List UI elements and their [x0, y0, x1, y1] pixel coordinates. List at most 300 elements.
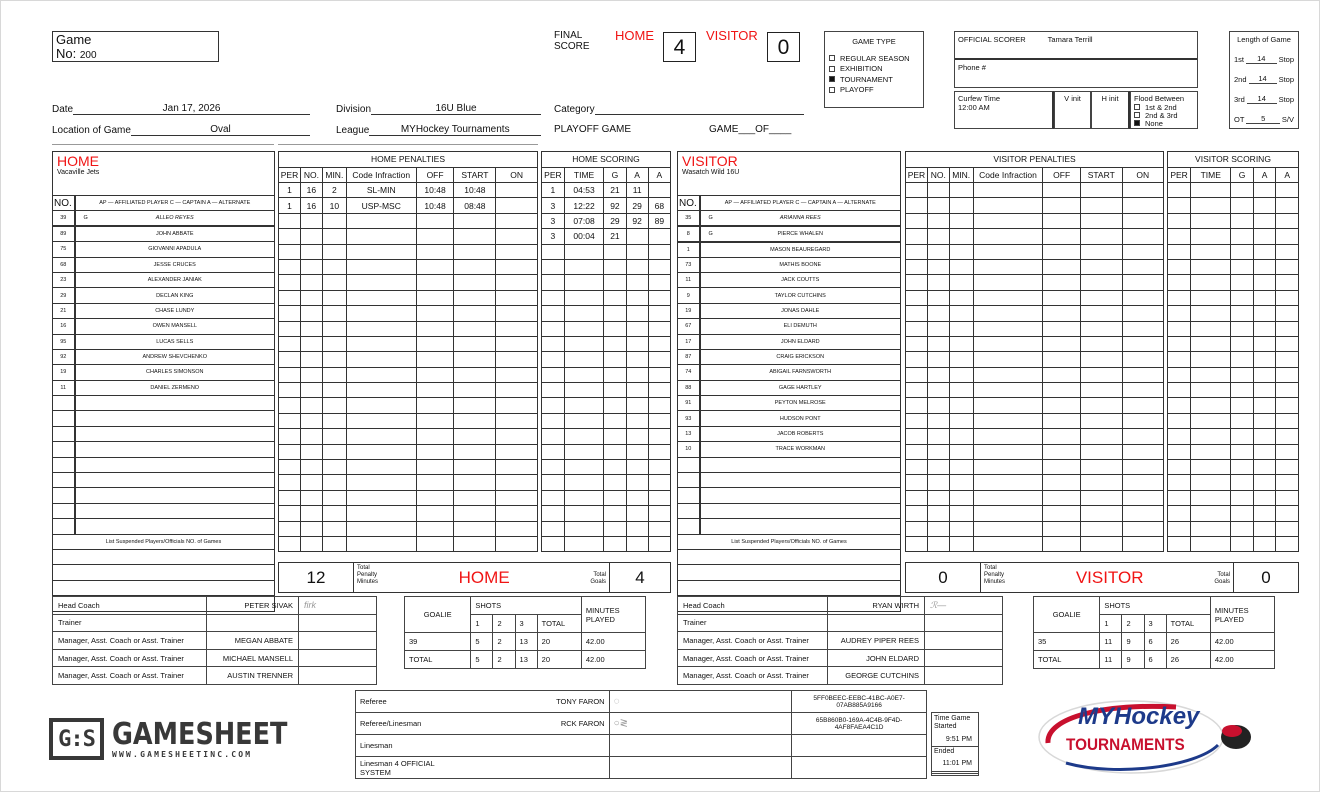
data-cell[interactable] [973, 521, 1043, 536]
data-cell[interactable] [322, 490, 346, 505]
data-cell[interactable] [1168, 336, 1191, 351]
data-cell[interactable] [564, 490, 604, 505]
data-cell[interactable] [1043, 213, 1081, 228]
signature-field[interactable]: ○≷ [609, 713, 792, 735]
data-cell[interactable] [973, 259, 1043, 274]
data-cell[interactable] [927, 321, 949, 336]
data-cell[interactable] [906, 444, 928, 459]
data-cell[interactable] [626, 521, 648, 536]
data-cell[interactable] [1168, 536, 1191, 551]
data-cell[interactable] [454, 275, 496, 290]
data-cell[interactable] [1276, 367, 1299, 382]
data-cell[interactable] [1231, 290, 1254, 305]
data-cell[interactable] [973, 290, 1043, 305]
data-cell[interactable] [1231, 352, 1254, 367]
data-cell[interactable] [1043, 244, 1081, 259]
data-cell[interactable] [973, 321, 1043, 336]
data-cell[interactable] [300, 475, 322, 490]
data-cell[interactable] [973, 336, 1043, 351]
data-cell[interactable] [1253, 229, 1276, 244]
data-cell[interactable] [906, 259, 928, 274]
data-cell[interactable] [1043, 198, 1081, 213]
data-cell[interactable] [626, 306, 648, 321]
data-cell[interactable] [1080, 352, 1122, 367]
data-cell[interactable] [1122, 506, 1163, 521]
data-cell[interactable] [322, 321, 346, 336]
data-cell[interactable] [927, 306, 949, 321]
data-cell[interactable] [1276, 352, 1299, 367]
data-cell[interactable] [604, 413, 626, 428]
data-cell[interactable] [542, 429, 565, 444]
signature-field[interactable] [925, 649, 1003, 667]
data-cell[interactable] [648, 536, 670, 551]
data-cell[interactable] [1122, 321, 1163, 336]
data-cell[interactable] [973, 244, 1043, 259]
data-cell[interactable]: 3 [542, 213, 565, 228]
data-cell[interactable] [1080, 398, 1122, 413]
data-cell[interactable] [648, 306, 670, 321]
data-cell[interactable] [1043, 444, 1081, 459]
data-cell[interactable]: 89 [648, 213, 670, 228]
data-cell[interactable] [1122, 367, 1163, 382]
data-cell[interactable] [1253, 213, 1276, 228]
data-cell[interactable] [1191, 213, 1231, 228]
data-cell[interactable] [564, 398, 604, 413]
signature-field[interactable] [299, 649, 377, 667]
data-cell[interactable] [1080, 259, 1122, 274]
data-cell[interactable] [322, 367, 346, 382]
data-cell[interactable] [416, 367, 454, 382]
data-cell[interactable] [300, 306, 322, 321]
data-cell[interactable] [564, 536, 604, 551]
data-cell[interactable] [604, 444, 626, 459]
data-cell[interactable] [1191, 521, 1231, 536]
data-cell[interactable] [927, 398, 949, 413]
data-cell[interactable] [416, 213, 454, 228]
data-cell[interactable] [1080, 244, 1122, 259]
game-type-option[interactable] [829, 64, 919, 75]
data-cell[interactable] [1253, 321, 1276, 336]
data-cell[interactable] [927, 352, 949, 367]
data-cell[interactable] [1080, 521, 1122, 536]
data-cell[interactable] [1122, 275, 1163, 290]
data-cell[interactable] [1043, 290, 1081, 305]
data-cell[interactable] [1276, 521, 1299, 536]
data-cell[interactable] [279, 475, 301, 490]
data-cell[interactable] [1276, 429, 1299, 444]
data-cell[interactable] [1276, 213, 1299, 228]
data-cell[interactable] [279, 336, 301, 351]
flood-option[interactable] [1134, 111, 1194, 119]
data-cell[interactable] [454, 506, 496, 521]
data-cell[interactable] [1253, 398, 1276, 413]
data-cell[interactable] [454, 413, 496, 428]
data-cell[interactable] [1276, 244, 1299, 259]
data-cell[interactable] [1276, 398, 1299, 413]
data-cell[interactable] [1276, 475, 1299, 490]
data-cell[interactable] [1253, 536, 1276, 551]
data-cell[interactable] [279, 506, 301, 521]
data-cell[interactable] [346, 444, 416, 459]
data-cell[interactable] [1080, 336, 1122, 351]
data-cell[interactable] [542, 352, 565, 367]
data-cell[interactable] [1253, 383, 1276, 398]
data-cell[interactable] [927, 290, 949, 305]
data-cell[interactable] [1043, 229, 1081, 244]
signature-field[interactable] [609, 757, 792, 779]
data-cell[interactable] [949, 198, 973, 213]
data-cell[interactable] [973, 198, 1043, 213]
data-cell[interactable] [1231, 321, 1254, 336]
data-cell[interactable] [604, 506, 626, 521]
data-cell[interactable] [322, 336, 346, 351]
data-cell[interactable] [626, 460, 648, 475]
data-cell[interactable] [542, 536, 565, 551]
data-cell[interactable] [416, 444, 454, 459]
data-cell[interactable] [1122, 352, 1163, 367]
data-cell[interactable] [949, 506, 973, 521]
data-cell[interactable] [1122, 336, 1163, 351]
data-cell[interactable] [626, 413, 648, 428]
data-cell[interactable] [300, 398, 322, 413]
data-cell[interactable] [927, 429, 949, 444]
data-cell[interactable] [322, 259, 346, 274]
data-cell[interactable] [648, 182, 670, 197]
data-cell[interactable] [279, 490, 301, 505]
data-cell[interactable] [648, 521, 670, 536]
signature-field[interactable]: ℛ— [925, 597, 1003, 615]
data-cell[interactable] [1080, 213, 1122, 228]
data-cell[interactable] [906, 290, 928, 305]
suspended-cell[interactable] [53, 580, 275, 595]
data-cell[interactable] [906, 383, 928, 398]
data-cell[interactable] [454, 521, 496, 536]
data-cell[interactable] [1122, 490, 1163, 505]
data-cell[interactable] [906, 306, 928, 321]
data-cell[interactable] [1080, 506, 1122, 521]
data-cell[interactable] [1080, 475, 1122, 490]
data-cell[interactable] [1276, 198, 1299, 213]
data-cell[interactable] [416, 521, 454, 536]
data-cell[interactable] [300, 367, 322, 382]
data-cell[interactable] [416, 490, 454, 505]
data-cell[interactable] [346, 413, 416, 428]
data-cell[interactable] [1253, 259, 1276, 274]
data-cell[interactable] [542, 306, 565, 321]
data-cell[interactable] [454, 290, 496, 305]
data-cell[interactable] [1043, 429, 1081, 444]
data-cell[interactable] [542, 444, 565, 459]
data-cell[interactable] [648, 290, 670, 305]
suspended-cell[interactable] [53, 565, 275, 580]
data-cell[interactable] [1043, 182, 1081, 197]
data-cell[interactable] [346, 321, 416, 336]
data-cell[interactable] [416, 290, 454, 305]
data-cell[interactable] [949, 444, 973, 459]
data-cell[interactable] [906, 229, 928, 244]
data-cell[interactable] [604, 398, 626, 413]
data-cell[interactable] [1276, 490, 1299, 505]
data-cell[interactable]: 92 [604, 198, 626, 213]
data-cell[interactable] [1043, 413, 1081, 428]
data-cell[interactable] [496, 506, 538, 521]
data-cell[interactable] [542, 321, 565, 336]
data-cell[interactable] [973, 444, 1043, 459]
signature-field[interactable] [299, 614, 377, 632]
data-cell[interactable] [604, 244, 626, 259]
data-cell[interactable]: 08:48 [454, 198, 496, 213]
data-cell[interactable] [416, 229, 454, 244]
data-cell[interactable] [300, 429, 322, 444]
data-cell[interactable] [1168, 352, 1191, 367]
data-cell[interactable] [1231, 367, 1254, 382]
data-cell[interactable] [949, 229, 973, 244]
data-cell[interactable] [454, 475, 496, 490]
data-cell[interactable] [949, 290, 973, 305]
data-cell[interactable] [626, 506, 648, 521]
data-cell[interactable] [906, 367, 928, 382]
data-cell[interactable] [1276, 290, 1299, 305]
data-cell[interactable] [906, 521, 928, 536]
data-cell[interactable] [1191, 506, 1231, 521]
data-cell[interactable] [322, 429, 346, 444]
data-cell[interactable] [949, 413, 973, 428]
data-cell[interactable] [454, 429, 496, 444]
data-cell[interactable] [927, 259, 949, 274]
data-cell[interactable] [322, 475, 346, 490]
data-cell[interactable] [300, 413, 322, 428]
data-cell[interactable] [322, 275, 346, 290]
data-cell[interactable] [648, 490, 670, 505]
data-cell[interactable] [1168, 398, 1191, 413]
data-cell[interactable] [949, 490, 973, 505]
data-cell[interactable] [604, 275, 626, 290]
data-cell[interactable] [626, 398, 648, 413]
data-cell[interactable] [496, 521, 538, 536]
data-cell[interactable] [496, 475, 538, 490]
data-cell[interactable] [496, 306, 538, 321]
data-cell[interactable] [322, 290, 346, 305]
data-cell[interactable] [648, 460, 670, 475]
data-cell[interactable] [416, 429, 454, 444]
data-cell[interactable] [1122, 429, 1163, 444]
data-cell[interactable] [1276, 229, 1299, 244]
data-cell[interactable] [454, 444, 496, 459]
data-cell[interactable] [1191, 460, 1231, 475]
data-cell[interactable] [973, 182, 1043, 197]
data-cell[interactable] [279, 398, 301, 413]
data-cell[interactable] [1276, 275, 1299, 290]
data-cell[interactable] [1253, 490, 1276, 505]
signature-field[interactable] [609, 735, 792, 757]
data-cell[interactable] [1231, 213, 1254, 228]
data-cell[interactable] [1253, 521, 1276, 536]
data-cell[interactable] [322, 306, 346, 321]
data-cell[interactable] [346, 244, 416, 259]
data-cell[interactable] [1168, 229, 1191, 244]
data-cell[interactable] [949, 306, 973, 321]
data-cell[interactable] [906, 413, 928, 428]
data-cell[interactable] [949, 460, 973, 475]
data-cell[interactable]: 04:53 [564, 182, 604, 197]
data-cell[interactable] [496, 413, 538, 428]
data-cell[interactable]: 1 [542, 182, 565, 197]
data-cell[interactable] [454, 367, 496, 382]
data-cell[interactable] [496, 321, 538, 336]
data-cell[interactable]: 10:48 [416, 182, 454, 197]
data-cell[interactable] [416, 321, 454, 336]
data-cell[interactable] [626, 229, 648, 244]
data-cell[interactable]: 29 [604, 213, 626, 228]
data-cell[interactable] [322, 413, 346, 428]
data-cell[interactable] [906, 336, 928, 351]
data-cell[interactable] [322, 352, 346, 367]
data-cell[interactable] [1191, 398, 1231, 413]
data-cell[interactable] [454, 229, 496, 244]
data-cell[interactable] [564, 506, 604, 521]
data-cell[interactable] [1231, 275, 1254, 290]
data-cell[interactable] [949, 182, 973, 197]
data-cell[interactable] [416, 306, 454, 321]
data-cell[interactable] [906, 182, 928, 197]
data-cell[interactable] [300, 259, 322, 274]
data-cell[interactable] [1080, 413, 1122, 428]
data-cell[interactable] [322, 536, 346, 551]
flood-option[interactable] [1134, 119, 1194, 127]
data-cell[interactable] [1168, 182, 1191, 197]
data-cell[interactable] [1231, 244, 1254, 259]
data-cell[interactable] [949, 521, 973, 536]
data-cell[interactable] [1043, 367, 1081, 382]
data-cell[interactable] [648, 336, 670, 351]
data-cell[interactable] [1253, 336, 1276, 351]
data-cell[interactable] [496, 367, 538, 382]
data-cell[interactable] [927, 244, 949, 259]
data-cell[interactable] [1080, 229, 1122, 244]
data-cell[interactable] [1191, 259, 1231, 274]
data-cell[interactable] [973, 352, 1043, 367]
data-cell[interactable] [1231, 536, 1254, 551]
data-cell[interactable] [1122, 444, 1163, 459]
data-cell[interactable] [1043, 398, 1081, 413]
data-cell[interactable] [1253, 367, 1276, 382]
data-cell[interactable] [300, 229, 322, 244]
data-cell[interactable] [1043, 259, 1081, 274]
data-cell[interactable] [1191, 182, 1231, 197]
data-cell[interactable] [1231, 306, 1254, 321]
data-cell[interactable] [279, 429, 301, 444]
data-cell[interactable] [1122, 413, 1163, 428]
data-cell[interactable] [454, 244, 496, 259]
data-cell[interactable] [949, 352, 973, 367]
data-cell[interactable] [542, 336, 565, 351]
data-cell[interactable] [1168, 290, 1191, 305]
data-cell[interactable] [1168, 275, 1191, 290]
data-cell[interactable] [1276, 336, 1299, 351]
data-cell[interactable] [496, 398, 538, 413]
suspended-cell[interactable] [678, 549, 901, 564]
data-cell[interactable] [973, 367, 1043, 382]
data-cell[interactable] [322, 521, 346, 536]
data-cell[interactable] [1191, 352, 1231, 367]
data-cell[interactable] [604, 460, 626, 475]
data-cell[interactable] [1231, 198, 1254, 213]
data-cell[interactable] [542, 506, 565, 521]
data-cell[interactable] [949, 321, 973, 336]
data-cell[interactable] [279, 306, 301, 321]
data-cell[interactable] [1276, 444, 1299, 459]
data-cell[interactable] [279, 244, 301, 259]
data-cell[interactable] [949, 244, 973, 259]
data-cell[interactable] [648, 429, 670, 444]
data-cell[interactable]: 68 [648, 198, 670, 213]
data-cell[interactable]: 16 [300, 198, 322, 213]
data-cell[interactable] [648, 383, 670, 398]
data-cell[interactable]: 21 [604, 229, 626, 244]
data-cell[interactable] [1080, 429, 1122, 444]
data-cell[interactable] [1191, 413, 1231, 428]
data-cell[interactable] [626, 536, 648, 551]
data-cell[interactable] [454, 536, 496, 551]
data-cell[interactable] [1191, 244, 1231, 259]
data-cell[interactable] [1253, 352, 1276, 367]
data-cell[interactable] [927, 198, 949, 213]
data-cell[interactable] [564, 413, 604, 428]
data-cell[interactable] [1276, 506, 1299, 521]
data-cell[interactable] [542, 367, 565, 382]
data-cell[interactable] [626, 321, 648, 336]
data-cell[interactable] [973, 306, 1043, 321]
data-cell[interactable] [927, 229, 949, 244]
data-cell[interactable] [1191, 490, 1231, 505]
data-cell[interactable] [279, 213, 301, 228]
data-cell[interactable] [1191, 306, 1231, 321]
data-cell[interactable] [300, 506, 322, 521]
data-cell[interactable] [604, 352, 626, 367]
data-cell[interactable] [279, 444, 301, 459]
data-cell[interactable] [542, 413, 565, 428]
data-cell[interactable] [279, 383, 301, 398]
data-cell[interactable] [973, 383, 1043, 398]
data-cell[interactable] [973, 536, 1043, 551]
data-cell[interactable] [346, 460, 416, 475]
data-cell[interactable] [1122, 290, 1163, 305]
data-cell[interactable] [346, 213, 416, 228]
checkbox-icon[interactable] [1134, 104, 1140, 110]
data-cell[interactable] [346, 290, 416, 305]
data-cell[interactable] [542, 244, 565, 259]
data-cell[interactable] [346, 490, 416, 505]
data-cell[interactable] [564, 306, 604, 321]
data-cell[interactable] [542, 290, 565, 305]
data-cell[interactable] [1122, 398, 1163, 413]
data-cell[interactable] [496, 198, 538, 213]
data-cell[interactable] [322, 213, 346, 228]
data-cell[interactable] [1276, 182, 1299, 197]
data-cell[interactable] [1122, 229, 1163, 244]
data-cell[interactable] [949, 367, 973, 382]
data-cell[interactable] [564, 475, 604, 490]
checkbox-icon[interactable] [829, 87, 835, 93]
data-cell[interactable] [1122, 521, 1163, 536]
data-cell[interactable] [454, 321, 496, 336]
data-cell[interactable] [496, 536, 538, 551]
data-cell[interactable] [542, 460, 565, 475]
data-cell[interactable] [1231, 336, 1254, 351]
data-cell[interactable] [322, 444, 346, 459]
data-cell[interactable] [1253, 460, 1276, 475]
data-cell[interactable] [1122, 383, 1163, 398]
